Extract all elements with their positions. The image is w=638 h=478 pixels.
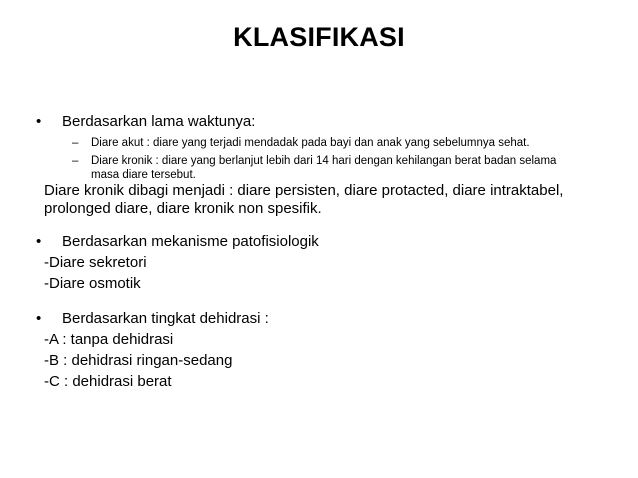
- section-heading-dehydration: Berdasarkan tingkat dehidrasi :: [62, 310, 269, 327]
- chronic-note-line1: Diare kronik dibagi menjadi : diare persisten, diare protacted, diare intraktabel,: [44, 182, 564, 199]
- subitem-acute-diarrhea: Diare akut : diare yang terjadi mendadak pada bayi dan anak yang sebelumnya sehat.: [91, 137, 530, 149]
- slide-title: KLASIFIKASI: [233, 22, 405, 52]
- bullet-icon: •: [36, 233, 42, 250]
- bullet-icon: •: [36, 113, 42, 130]
- list-item: -C : dehidrasi berat: [44, 373, 172, 390]
- subitem-chronic-diarrhea: Diare kronik : diare yang berlanjut lebih dari 14 hari dengan kehilangan berat badan selama: [91, 155, 557, 167]
- dash-icon: –: [72, 137, 79, 149]
- chronic-note-line2: prolonged diare, diare kronik non spesifik.: [44, 200, 322, 217]
- section-heading-mechanism: Berdasarkan mekanisme patofisiologik: [62, 233, 319, 250]
- list-item: -A : tanpa dehidrasi: [44, 331, 174, 348]
- list-item: -Diare osmotik: [44, 275, 141, 292]
- subitem-chronic-diarrhea-cont: masa diare tersebut.: [91, 169, 196, 181]
- list-item: -Diare sekretori: [44, 254, 147, 271]
- list-item: -B : dehidrasi ringan-sedang: [44, 352, 233, 369]
- bullet-icon: •: [36, 310, 42, 327]
- section-heading-duration: Berdasarkan lama waktunya:: [62, 113, 256, 130]
- dash-icon: –: [72, 155, 79, 167]
